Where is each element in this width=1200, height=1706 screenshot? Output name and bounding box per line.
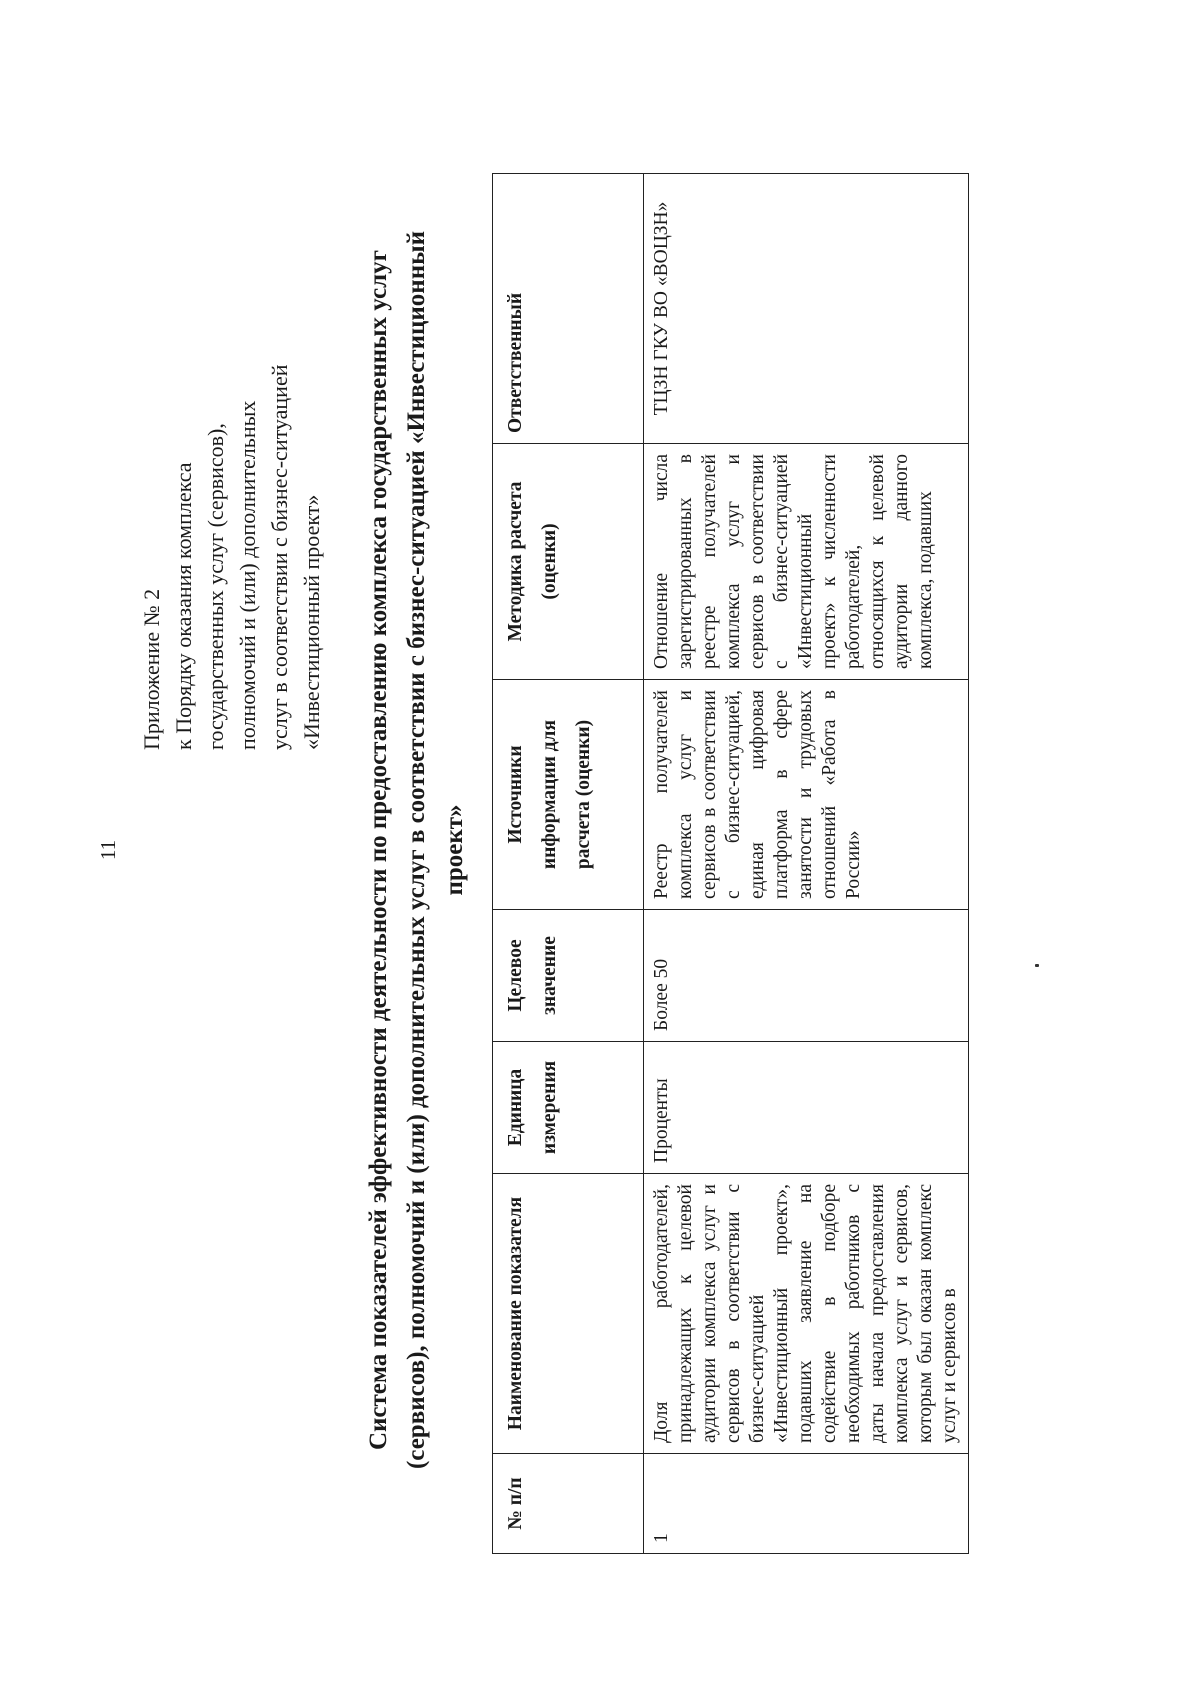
appendix-line: «Инвестиционный проект»	[299, 494, 324, 750]
rotated-content	[70, 50, 1130, 1650]
header-number: № п/п	[493, 1454, 644, 1554]
cell-unit: Проценты	[644, 1042, 969, 1174]
cell-indicator-name: Доля работодателей, принадлежащих к целевой аудитории комплекса услуг и сервисов в соответствии с бизнес-ситуацией «Инвестиционный проект», подавших заявление на содействие в подборе необходимых работников с даты начала предоставления комплекса услуг и сервисов, которым был оказан комплекс услуг и сервисов в	[644, 1174, 969, 1454]
header-sources: Источники информации для расчета (оценки)	[493, 680, 644, 910]
header-target: Целевое значение	[493, 910, 644, 1042]
cell-sources: Реестр получателей комплекса услуг и сервисов в соответствии с бизнес-ситуацией, единая цифровая платформа в сфере занятости и трудовых отношений «Работа в России»	[644, 680, 969, 910]
scan-speck	[1035, 964, 1039, 967]
appendix-line: к Порядку оказания комплекса	[171, 462, 196, 750]
title-line: проект»	[441, 804, 468, 896]
header-unit: Единица измерения	[493, 1042, 644, 1174]
title-line: (сервисов), полномочий и (или) дополнительных услуг в соответствии с бизнес-ситуацией «Инвестиционный	[403, 230, 430, 1470]
appendix-line: услуг в соответствии с бизнес-ситуацией	[267, 364, 292, 750]
header-method: Методика расчета (оценки)	[493, 444, 644, 680]
page-number: 11	[96, 839, 120, 861]
cell-method: Отношение числа зарегистрированных в реестре получателей комплекса услуг и сервисов в соответствии с бизнес-ситуацией «Инвестиционный проект» к численности работодателей, относящихся к целевой аудитории данного комплекса, подавших	[644, 444, 969, 680]
appendix-line: государственных услуг (сервисов),	[203, 423, 228, 750]
appendix-line: Приложение № 2	[139, 588, 164, 750]
indicators-table	[492, 173, 969, 1554]
table-row	[644, 174, 969, 1554]
document-title	[360, 90, 474, 1610]
cell-target: Более 50	[644, 910, 969, 1042]
cell-responsible: ТЦЗН ГКУ ВО «ВОЦЗН»	[644, 174, 969, 444]
table-header-row	[493, 174, 644, 1554]
appendix-line: полномочий и (или) дополнительных	[235, 400, 260, 750]
cell-number: 1	[644, 1454, 969, 1554]
header-responsible: Ответственный	[493, 174, 644, 444]
appendix-block	[136, 60, 328, 750]
header-indicator-name: Наименование показателя	[493, 1174, 644, 1454]
title-line: Система показателей эффективности деятельности по предоставлению комплекса государственных услуг	[365, 249, 392, 1451]
